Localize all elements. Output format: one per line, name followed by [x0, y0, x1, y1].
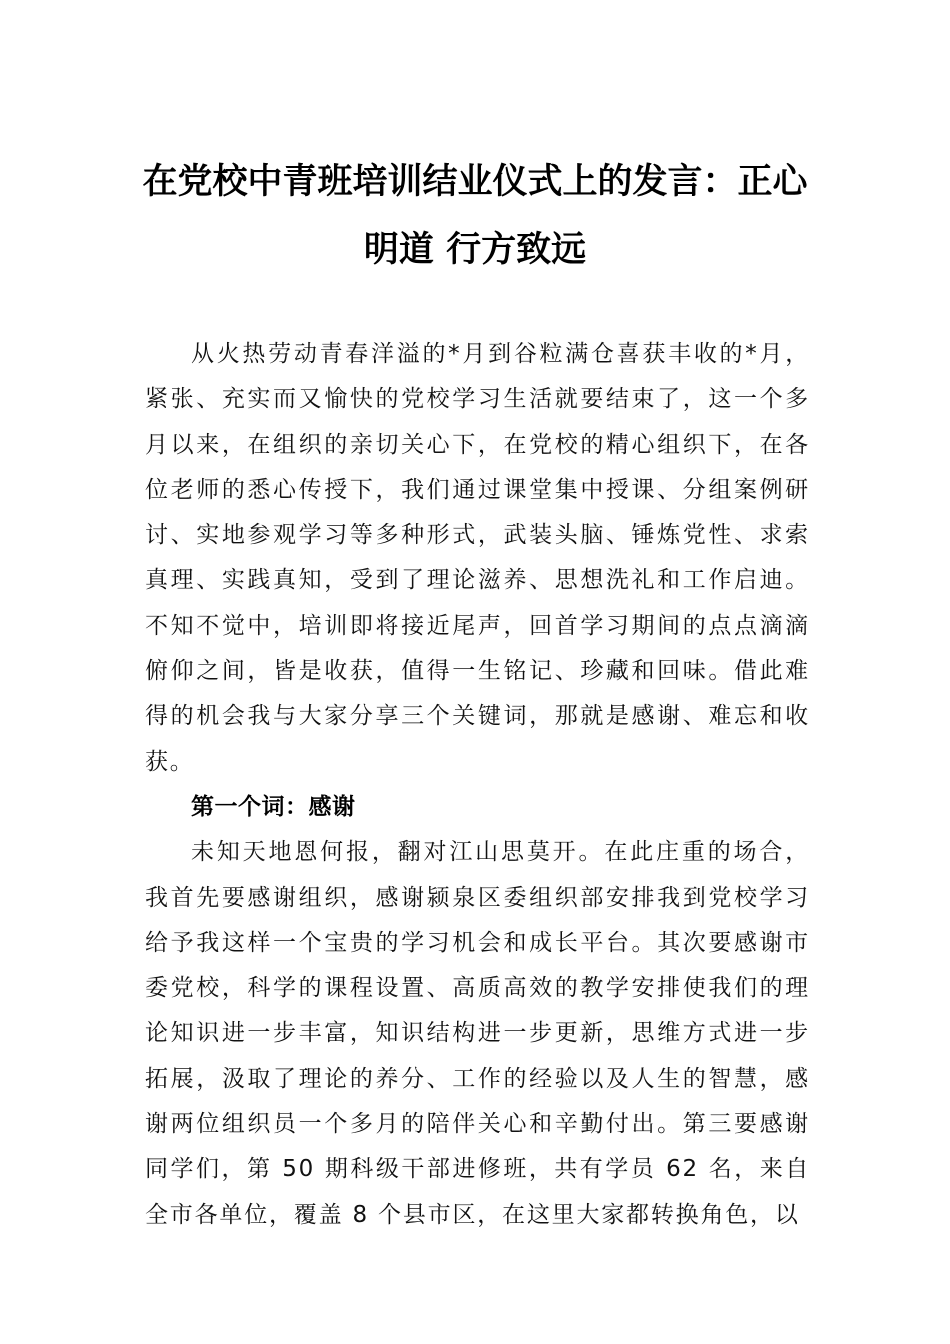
paragraph-intro: 从火热劳动青春洋溢的*月到谷粒满仓喜获丰收的*月，紧张、充实而又愉快的党校学习生活就要结束了，这一个多月以来，在组织的亲切关心下，在党校的精心组织下，在各位老师的悉心传授下，我们通过课堂集中授课、分组案例研讨、实地参观学习等多种形式，武装头脑、锤炼党性、求索真理、实践真知，受到了理论滋养、思想洗礼和工作启迪。不知不觉中，培训即将接近尾声，回首学习期间的点点滴滴俯仰之间，皆是收获，值得一生铭记、珍藏和回味。借此难得的机会我与大家分享三个关键词，那就是感谢、难忘和收获。: [145, 341, 810, 775]
section-heading-thanks: 第一个词：感谢: [191, 793, 356, 820]
document-title: 在党校中青班培训结业仪式上的发言：正心明道 行方致远: [142, 161, 808, 270]
paragraph-thanks: 未知天地恩何报，翻对江山思莫开。在此庄重的场合，我首先要感谢组织，感谢颍泉区委组织部安排我到党校学习给予我这样一个宝贵的学习机会和成长平台。其次要感谢市委党校，科学的课程设置、高质高效的教学安排使我们的理论知识进一步丰富，知识结构进一步更新，思维方式进一步拓展，汲取了理论的养分、工作的经验以及人生的智慧，感谢两位组织员一个多月的陪伴关心和辛勤付出。第三要感谢同学们，第 50 期科级干部进修班，共有学员 62 名，来自全市各单位，覆盖 8 个县市区，在这里大家都转换角色，以: [145, 839, 810, 1228]
document-body: [145, 332, 810, 1238]
